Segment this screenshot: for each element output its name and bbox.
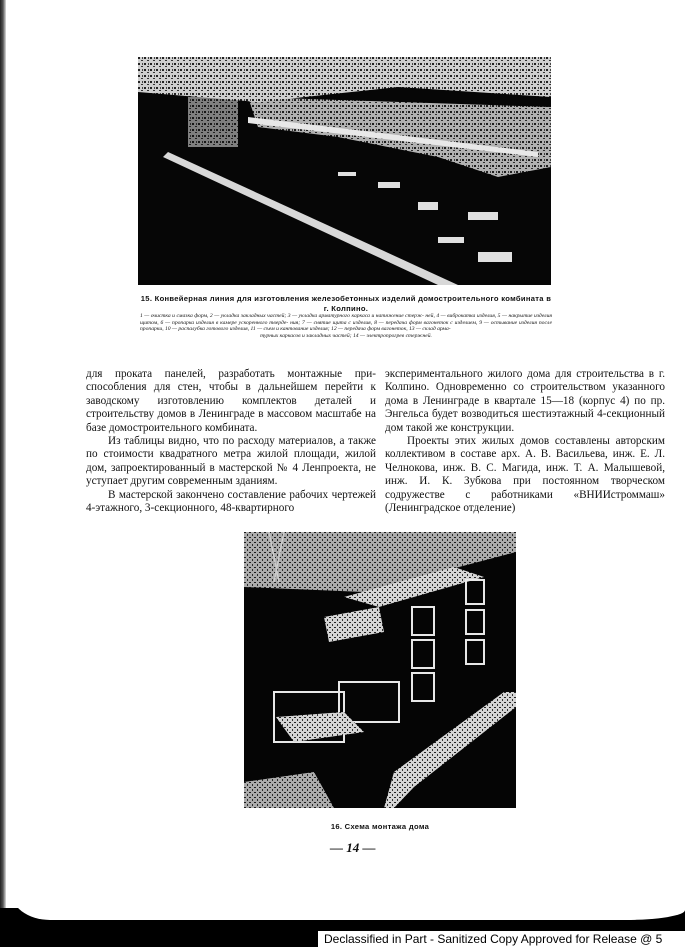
paragraph: Проекты этих жилых домов составлены авторским коллективом в составе арх. А. В. Васильева, инж. Е. Л. Челнокова, инж. В. С. Магида, инж. Т. А. Малышевой, инж. И. К. Зубкова при постоянном творческом содружестве с работниками «ВНИИстроммаш» (Ленинградское отделение): [385, 435, 665, 515]
page-bottom-edge: [10, 880, 685, 920]
body-column-left: [86, 368, 376, 515]
scan-edge: [0, 0, 6, 930]
legend-line: ния; 7 — снятие щита с изделия, 8 — передача форм вагонеток с изделием, 9 — остывание изделия после пропарки,: [140, 319, 552, 333]
figure-15-caption-legend: [140, 313, 552, 339]
legend-line: турных каркасов и закладных частей; 14 — электропрогрев стержней.: [260, 332, 432, 339]
page-number: — 14 —: [330, 840, 376, 855]
figure-15-caption-title: 15. Конвейерная линия для изготовления железобетонных изделий домостроительного комбината в г. Колпино.: [140, 294, 552, 313]
figure-16-caption: 16. Схема монтажа дома: [330, 822, 430, 831]
body-column-right: [385, 368, 665, 515]
legend-line: ней, 4 — виброкатка изделия, 5 — накрытие изделия щитом, 6 — пропарка изделия в камере ускоренного тверде-: [140, 313, 553, 326]
paragraph: Из таблицы видно, что по расходу материалов, а также по стоимости квадратного метра жилой площади, жилой дом, запроектированный в мастерской № 4 Ленпроекта, не уступает другим современным зданиям.: [86, 435, 376, 488]
legend-line: 10 — распалубка готового изделия, 11 — съем и кантование изделия; 12 — передача форм вагонеток, 13 — склад арма-: [165, 326, 451, 333]
paragraph: экспериментального жилого дома для строительства в г. Колпино. Одновременно со строительством указанного дома в Ленинграде в квартале 15—18 (корпус 4) по пр. Энгельса будет возводиться шестиэтажный 4-секционный дом такой же конструкции.: [385, 368, 665, 434]
paragraph: В мастерской закончено составление рабочих чертежей 4-этажного, 3-секционного, 48-квартирного: [86, 488, 376, 515]
figure-15-photo: [138, 57, 551, 285]
paragraph: для проката панелей, разработать монтажные приспособления для стен, чтобы в дальнейшем перейти к заводскому изготовлению комплектов деталей и строительству домов в Ленинграде в массовом масштабе на базе домостроительного комбината.: [86, 368, 376, 434]
declassification-stamp: Declassified in Part - Sanitized Copy Approved for Release @ 5: [318, 931, 685, 947]
figure-16-diagram: [244, 532, 516, 808]
legend-line: 1 — очистка и смазка форм, 2 — укладка закладных частей; 3 — укладка арматурного каркаса и натяжение стерж-: [140, 313, 424, 319]
